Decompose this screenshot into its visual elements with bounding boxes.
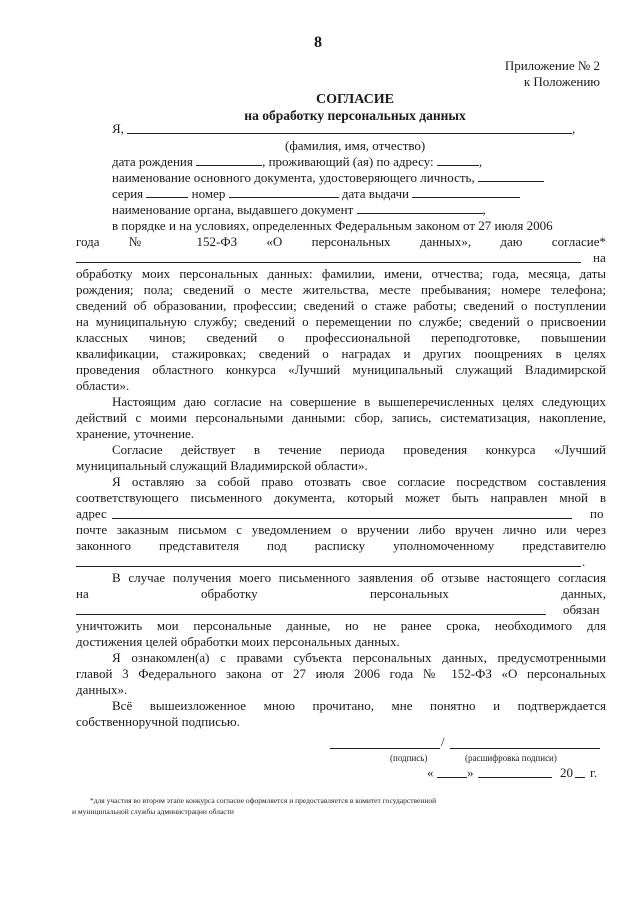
footnote-line1: *для участия во втором этапе конкурса согласие оформляется и предоставляется в комитет государственной: [90, 796, 437, 805]
date-year-field[interactable]: [575, 777, 585, 778]
issue-date-field[interactable]: [412, 186, 520, 198]
para5-line2: на обработку персональных данных,: [76, 586, 606, 601]
date-day-field[interactable]: [437, 777, 467, 778]
date-month-field[interactable]: [478, 777, 552, 778]
issuer-label: наименование органа, выдавшего документ: [112, 202, 354, 217]
para1-line: классных чинов; сведений о профессиональной переподготовке, повышении: [76, 330, 606, 345]
para6-last: данных».: [76, 682, 128, 697]
date-g: г.: [590, 765, 598, 780]
para1-line: обработку моих персональных данных: фамилии, имени, отчества; года, месяца, даты: [76, 266, 606, 281]
para4-po: по: [590, 506, 604, 521]
para1-line2: года № 152-ФЗ «О персональных данных», даю согласие*: [76, 234, 606, 249]
para4-line2: соответствующего письменного документа, который может быть направлен мной в: [76, 490, 606, 505]
series-field[interactable]: [146, 186, 188, 198]
birth-row: дата рождения , проживающий (ая) по адресу: ,: [112, 154, 483, 169]
para1-line: сведений об образовании, профессии; сведений о стаже работы; сведений о поступлении: [76, 298, 606, 313]
para1-line: проведения областного конкурса «Лучший муниципальный служащий Владимирской: [76, 362, 606, 377]
signature-slash: /: [441, 734, 445, 749]
appendix-line-1: Приложение № 2: [504, 58, 600, 73]
ya-label: Я,: [112, 121, 124, 136]
appendix-line-2: к Положению: [523, 74, 600, 89]
page-number: 8: [314, 34, 322, 51]
issue-date-label: дата выдачи: [341, 186, 409, 201]
para4-line5: законного представителя под расписку уполномоченному представителю: [76, 538, 606, 553]
address-field[interactable]: [437, 154, 479, 166]
para1-line: квалификации, стажировках; сведений о наградах и других поощрениях в целях: [76, 346, 606, 361]
birth-label: дата рождения: [112, 154, 193, 169]
para7-last: собственноручной подписью.: [76, 714, 240, 729]
operator-blank-line[interactable]: [76, 614, 546, 615]
para5-obyazan: обязан: [563, 602, 600, 617]
series-row: [112, 186, 520, 202]
footnote-line2: и муниципальной службы администрации области: [72, 807, 234, 816]
para4-line4: почте заказным письмом с уведомлением о вручении либо вручен лично или через: [76, 522, 606, 537]
number-label: номер: [191, 186, 226, 201]
para2-line1: Настоящим даю согласие на совершение в вышеперечисленных целях следующих: [112, 394, 606, 409]
address-blank-line[interactable]: [112, 518, 572, 519]
issuer-field[interactable]: [357, 202, 483, 214]
para6-line1: Я ознакомлен(а) с правами субъекта персональных данных, предусмотренными: [112, 650, 606, 665]
date-year: 20: [560, 765, 573, 780]
representative-blank-line[interactable]: [76, 566, 581, 567]
document-subtitle: на обработку персональных данных: [244, 108, 466, 123]
para5-line4: уничтожить мои персональные данные, но не ранее срока, необходимого для: [76, 618, 606, 633]
birth-date-field[interactable]: [196, 154, 262, 166]
doc-row: [112, 170, 544, 186]
date-close-quote: »: [467, 765, 474, 780]
para4-address-label: адрес: [76, 506, 107, 521]
signature-field[interactable]: [330, 748, 440, 749]
para3-last: муниципальный служащий Владимирской области».: [76, 458, 368, 473]
issuer-row: наименование органа, выдавшего документ ,: [112, 202, 486, 217]
doc-label: наименование основного документа, удостоверяющего личность,: [112, 170, 475, 185]
doc-name-field[interactable]: [478, 170, 544, 182]
para1-last: области».: [76, 378, 130, 393]
signature-decode-field[interactable]: [450, 748, 600, 749]
para5-last: достижения целей обработки моих персональных данных.: [76, 634, 400, 649]
para1-line: на муниципальную службу; сведений о перемещении по службе; сведений о присвоении: [76, 314, 606, 329]
para1-na: на: [593, 250, 606, 265]
para3-line1: Согласие действует в течение периода проведения конкурса «Лучший: [112, 442, 606, 457]
para4-line1: Я оставляю за собой право отозвать свое согласие посредством составления: [112, 474, 606, 489]
para5-line1: В случае получения моего письменного заявления об отзыве настоящего согласия: [112, 570, 606, 585]
sign-caption: (подпись): [390, 753, 428, 763]
date-open-quote: «: [427, 765, 434, 780]
para6-line2: главой 3 Федерального закона от 27 июля 2006 года № 152-ФЗ «О персональных: [76, 666, 606, 681]
number-field[interactable]: [229, 186, 339, 198]
decode-caption: (расшифровка подписи): [465, 753, 557, 763]
para4-dot: .: [582, 554, 586, 569]
document-title: СОГЛАСИЕ: [316, 92, 394, 107]
residing-label: , проживающий (ая) по адресу:: [262, 154, 434, 169]
para7-line1: Всё вышеизложенное мною прочитано, мне понятно и подтверждается: [112, 698, 606, 713]
para2-line2: действий с моими персональными данными: сбор, запись, систематизация, накопление,: [76, 410, 606, 425]
fio-caption: (фамилия, имя, отчество): [285, 138, 426, 153]
para1-blank-line[interactable]: [76, 262, 581, 263]
para1-line1: в порядке и на условиях, определенных Федеральным законом от 27 июля 2006: [112, 218, 553, 233]
series-label: серия: [112, 186, 144, 201]
para2-last: хранение, уточнение.: [76, 426, 195, 441]
fio-field[interactable]: [127, 133, 572, 134]
para1-line: рождения; пола; сведений о месте жительства, месте пребывания; номере телефона;: [76, 282, 606, 297]
